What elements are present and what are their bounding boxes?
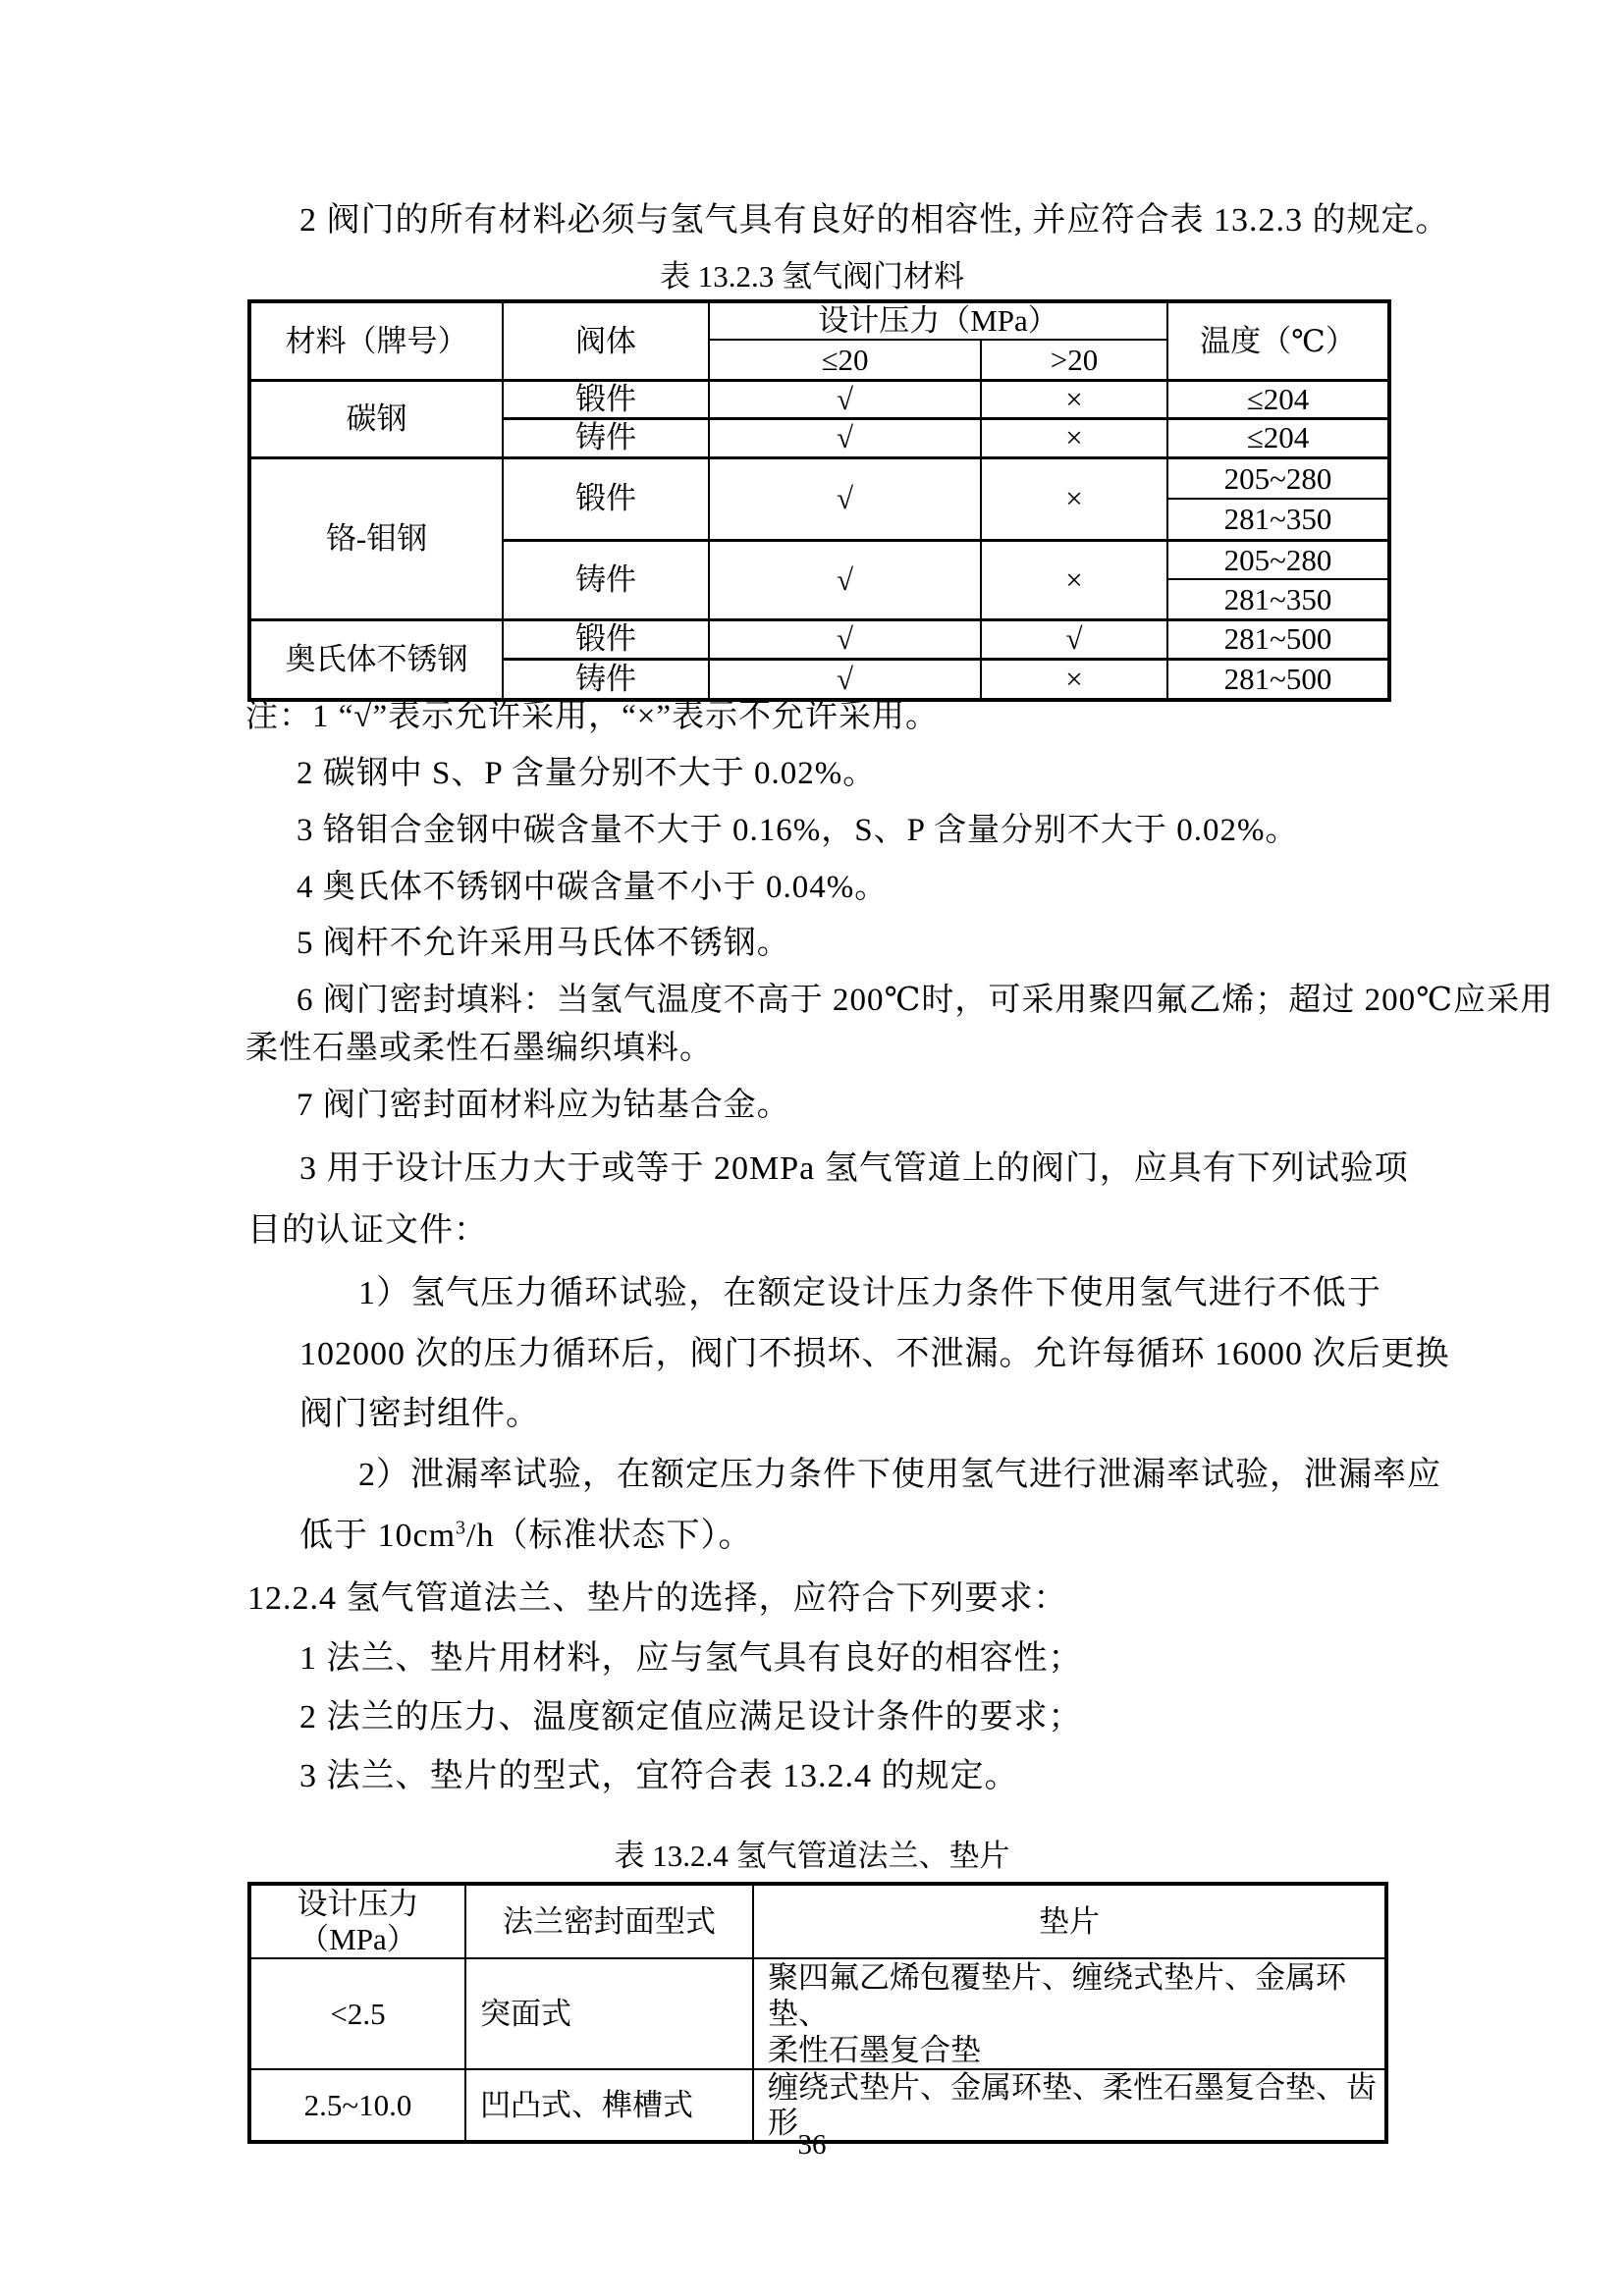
t1-header-gt20: >20 <box>981 340 1167 381</box>
t2-row1-gasket <box>753 1958 1386 2069</box>
note-6-line2: 柔性石墨或柔性石墨编织填料。 <box>245 1031 713 1066</box>
t1-carbon-cast-gt20: × <box>981 418 1167 457</box>
t2-header-pressure-line1: 设计压力 <box>297 1886 419 1921</box>
t1-crmo-cast-temp2: 281~350 <box>1167 579 1389 619</box>
note-4: 4 奥氏体不锈钢中碳含量不小于 0.04%。 <box>297 870 889 905</box>
note-7: 7 阀门密封面材料应为钴基合金。 <box>297 1088 790 1123</box>
t1-carbon-forged-gt20: × <box>981 381 1167 419</box>
section-12-2-4-item2: 2 法兰的压力、温度额定值应满足设计条件的要求； <box>299 1699 1083 1735</box>
note-6-line1: 6 阀门密封填料：当氢气温度不高于 200℃时，可采用聚四氟乙烯；超过 200℃应采用 <box>297 983 1554 1018</box>
para3-item1-line1: 1）氢气压力循环试验，在额定设计压力条件下使用氢气进行不低于 <box>358 1275 1381 1311</box>
t1-header-le20: ≤20 <box>709 340 981 381</box>
t1-austenitic-cast-temp: 281~500 <box>1167 659 1389 700</box>
t1-austenitic-forged-le20: √ <box>709 619 981 659</box>
t1-crmo-forged-gt20: × <box>981 457 1167 540</box>
t1-carbon-cast-temp: ≤204 <box>1167 418 1389 457</box>
t1-crmo-forged-le20: √ <box>709 457 981 540</box>
t2-row1-pressure: <2.5 <box>249 1958 465 2069</box>
t2-header-gasket: 垫片 <box>753 1884 1386 1958</box>
t1-austenitic-cast-gt20: × <box>981 659 1167 700</box>
section-12-2-4-item3: 3 法兰、垫片的型式，宜符合表 13.2.4 的规定。 <box>299 1758 1019 1794</box>
t1-carbon-forged-temp: ≤204 <box>1167 381 1389 419</box>
t1-crmo-forged-temp2: 281~350 <box>1167 499 1389 540</box>
para3-item2-line1: 2）泄漏率试验，在额定压力条件下使用氢气进行泄漏率试验，泄漏率应 <box>358 1457 1441 1493</box>
para3-line1: 3 用于设计压力大于或等于 20MPa 氢气管道上的阀门，应具有下列试验项 <box>299 1150 1409 1187</box>
t2-header-face-type: 法兰密封面型式 <box>465 1884 753 1958</box>
section-heading-12-2-4: 12.2.4 氢气管道法兰、垫片的选择，应符合下列要求： <box>247 1580 1068 1617</box>
note-2: 2 碳钢中 S、P 含量分别不大于 0.02%。 <box>297 756 877 791</box>
t1-carbon-forged-le20: √ <box>709 381 981 419</box>
t1-crmo-cast-gt20: × <box>981 540 1167 619</box>
t1-material-crmo: 铬-钼钢 <box>249 457 503 619</box>
t1-austenitic-forged-gt20: √ <box>981 619 1167 659</box>
leak-rate-text: 低于 10cm <box>299 1518 457 1554</box>
t1-crmo-cast-le20: √ <box>709 540 981 619</box>
t2-row1-gasket-line1: 聚四氟乙烯包覆垫片、缠绕式垫片、金属环垫、 <box>768 1960 1346 2031</box>
t1-austenitic-forged-label: 锻件 <box>503 619 709 659</box>
t1-crmo-forged-label: 锻件 <box>503 457 709 540</box>
t1-crmo-forged-temp1: 205~280 <box>1167 457 1389 499</box>
note-1: 注：1 “√”表示允许采用，“×”表示不允许采用。 <box>245 699 940 734</box>
t2-row1-gasket-line2: 柔性石墨复合垫 <box>768 2033 981 2067</box>
para3-item2-line2 <box>299 1517 753 1554</box>
intro-paragraph: 2 阀门的所有材料必须与氢气具有良好的相容性, 并应符合表 13.2.3 的规定。 <box>299 202 1450 239</box>
t1-header-valve-body: 阀体 <box>503 301 709 381</box>
table2-title: 表 13.2.4 氢气管道法兰、垫片 <box>614 1839 1010 1873</box>
t1-header-temperature: 温度（℃） <box>1167 301 1389 381</box>
t2-row2-pressure: 2.5~10.0 <box>249 2069 465 2142</box>
t1-austenitic-cast-label: 铸件 <box>503 659 709 700</box>
t1-crmo-cast-label: 铸件 <box>503 540 709 619</box>
t2-row1-face-type: 突面式 <box>465 1958 753 2069</box>
t1-material-austenitic: 奥氏体不锈钢 <box>249 619 503 700</box>
superscript-3: 3 <box>456 1517 467 1539</box>
t2-header-pressure-line2: （MPa） <box>298 1921 417 1956</box>
table1-title: 表 13.2.3 氢气阀门材料 <box>660 259 964 294</box>
para3-item1-line2: 102000 次的压力循环后，阀门不损坏、不泄漏。允许每循环 16000 次后更换 <box>299 1336 1450 1372</box>
t2-header-pressure <box>249 1884 465 1958</box>
t1-austenitic-forged-temp: 281~500 <box>1167 619 1389 659</box>
t2-row2-face-type: 凹凸式、榫槽式 <box>465 2069 753 2142</box>
para3-line2: 目的认证文件： <box>247 1212 488 1249</box>
t1-austenitic-cast-le20: √ <box>709 659 981 700</box>
t1-carbon-cast-label: 铸件 <box>503 418 709 457</box>
section-12-2-4-item1: 1 法兰、垫片用材料，应与氢气具有良好的相容性； <box>299 1640 1083 1677</box>
t1-material-carbon: 碳钢 <box>249 381 503 458</box>
t1-crmo-cast-temp1: 205~280 <box>1167 540 1389 579</box>
page-number: 36 <box>797 2129 827 2161</box>
para3-item1-line3: 阀门密封组件。 <box>299 1396 540 1432</box>
t1-header-design-pressure: 设计压力（MPa） <box>709 301 1167 340</box>
t2-row2-gasket: 缠绕式垫片、金属环垫、柔性石墨复合垫、齿形 <box>753 2069 1386 2142</box>
leak-rate-text-end: /h（标准状态下）。 <box>466 1518 753 1554</box>
t1-carbon-cast-le20: √ <box>709 418 981 457</box>
flange-gasket-table <box>247 1882 1388 2144</box>
note-3: 3 铬钼合金钢中碳含量不大于 0.16%，S、P 含量分别不大于 0.02%。 <box>297 813 1299 848</box>
note-5: 5 阀杆不允许采用马氏体不锈钢。 <box>297 926 790 961</box>
t1-carbon-forged-label: 锻件 <box>503 381 709 419</box>
valve-materials-table <box>247 299 1391 702</box>
t1-header-material: 材料（牌号） <box>249 301 503 381</box>
